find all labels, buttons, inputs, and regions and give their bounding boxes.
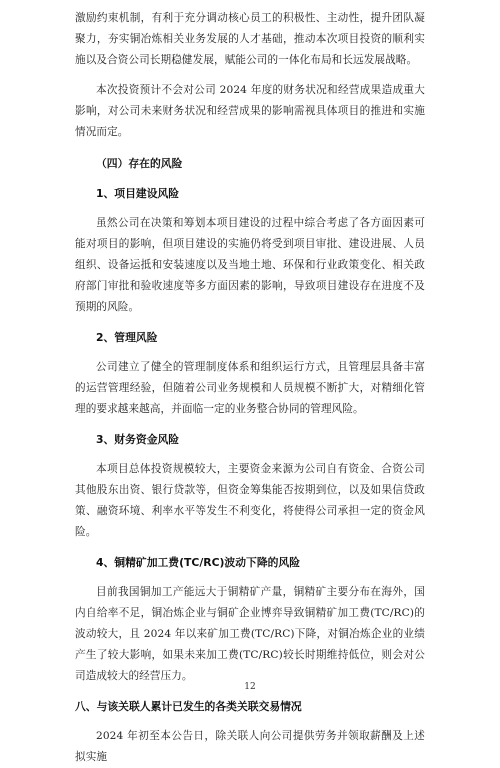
heading-management-risk: 2、管理风险 — [96, 331, 158, 344]
paragraph-incentive: 激励约束机制，有利于充分调动核心员工的积极性、主动性，提升团队凝聚力，夯实铜冶炼相关业务发展的人才基础，推动本次项目投资的顺利实施以及合资公司长期稳健发展，赋能公司的一体化布局和长远发展战略。 — [75, 12, 425, 66]
paragraph-related-transactions: 2024 年初至本公告日，除关联人向公司提供劳务并领取薪酬及上述拟实施 — [75, 730, 425, 763]
section-heading-risks: （四）存在的风险 — [96, 157, 183, 170]
heading-project-construction-risk: 1、项目建设风险 — [96, 187, 180, 200]
section-heading-related-transactions: 八、与该关联人累计已发生的各类关联交易情况 — [75, 700, 302, 713]
heading-financial-risk: 3、财务资金风险 — [96, 433, 180, 446]
paragraph-project-construction-risk: 虽然公司在决策和筹划本项目建设的过程中综合考虑了各方面因素可能对项目的影响，但项目建设的实施仍将受到项目审批、建设进展、人员组织、设备运抵和安装速度以及当地土地、环保和行业政策变化、相关政府部门审批和验收速度等多方面因素的影响，导致项目建设存在进度不及预期的风险。 — [75, 217, 425, 313]
page-content — [75, 8, 425, 768]
paragraph-financial-risk: 本项目总体投资规模较大，主要资金来源为公司自有资金、合资公司其他股东出资、银行贷款等，但资金筹集能否按期到位，以及如果信贷政策、融资环境、利率水平等发生不利变化，将使得公司承担一定的资金风险。 — [75, 463, 425, 538]
paragraph-management-risk: 公司建立了健全的管理制度体系和组织运行方式，且管理层具备丰富的运营管理经验，但随着公司业务规模和人员规模不断扩大，对精细化管理的要求越来越高，并面临一定的业务整合协同的管理风险。 — [75, 361, 425, 415]
page-number: 12 — [244, 682, 256, 692]
paragraph-tc-rc-risk: 目前我国铜加工产能远大于铜精矿产量，铜精矿主要分布在海外，国内自给率不足，铜冶炼企业与铜矿企业博弈导致铜精矿加工费(TC/RC)的波动较大，且 2024 年以来矿加工费(TC/RC)下降，对铜冶炼企业的业绩产生了较大影响，如果未来加工费(TC/RC)较长时期维持低位，则会对公司造成较大的经营压力。 — [75, 586, 425, 682]
heading-tc-rc-risk: 4、铜精矿加工费(TC/RC)波动下降的风险 — [96, 556, 301, 569]
paragraph-financial-impact: 本次投资预计不会对公司 2024 年度的财务状况和经营成果造成重大影响，对公司未来财务状况和经营成果的影响需视具体项目的推进和实施情况而定。 — [75, 84, 425, 138]
